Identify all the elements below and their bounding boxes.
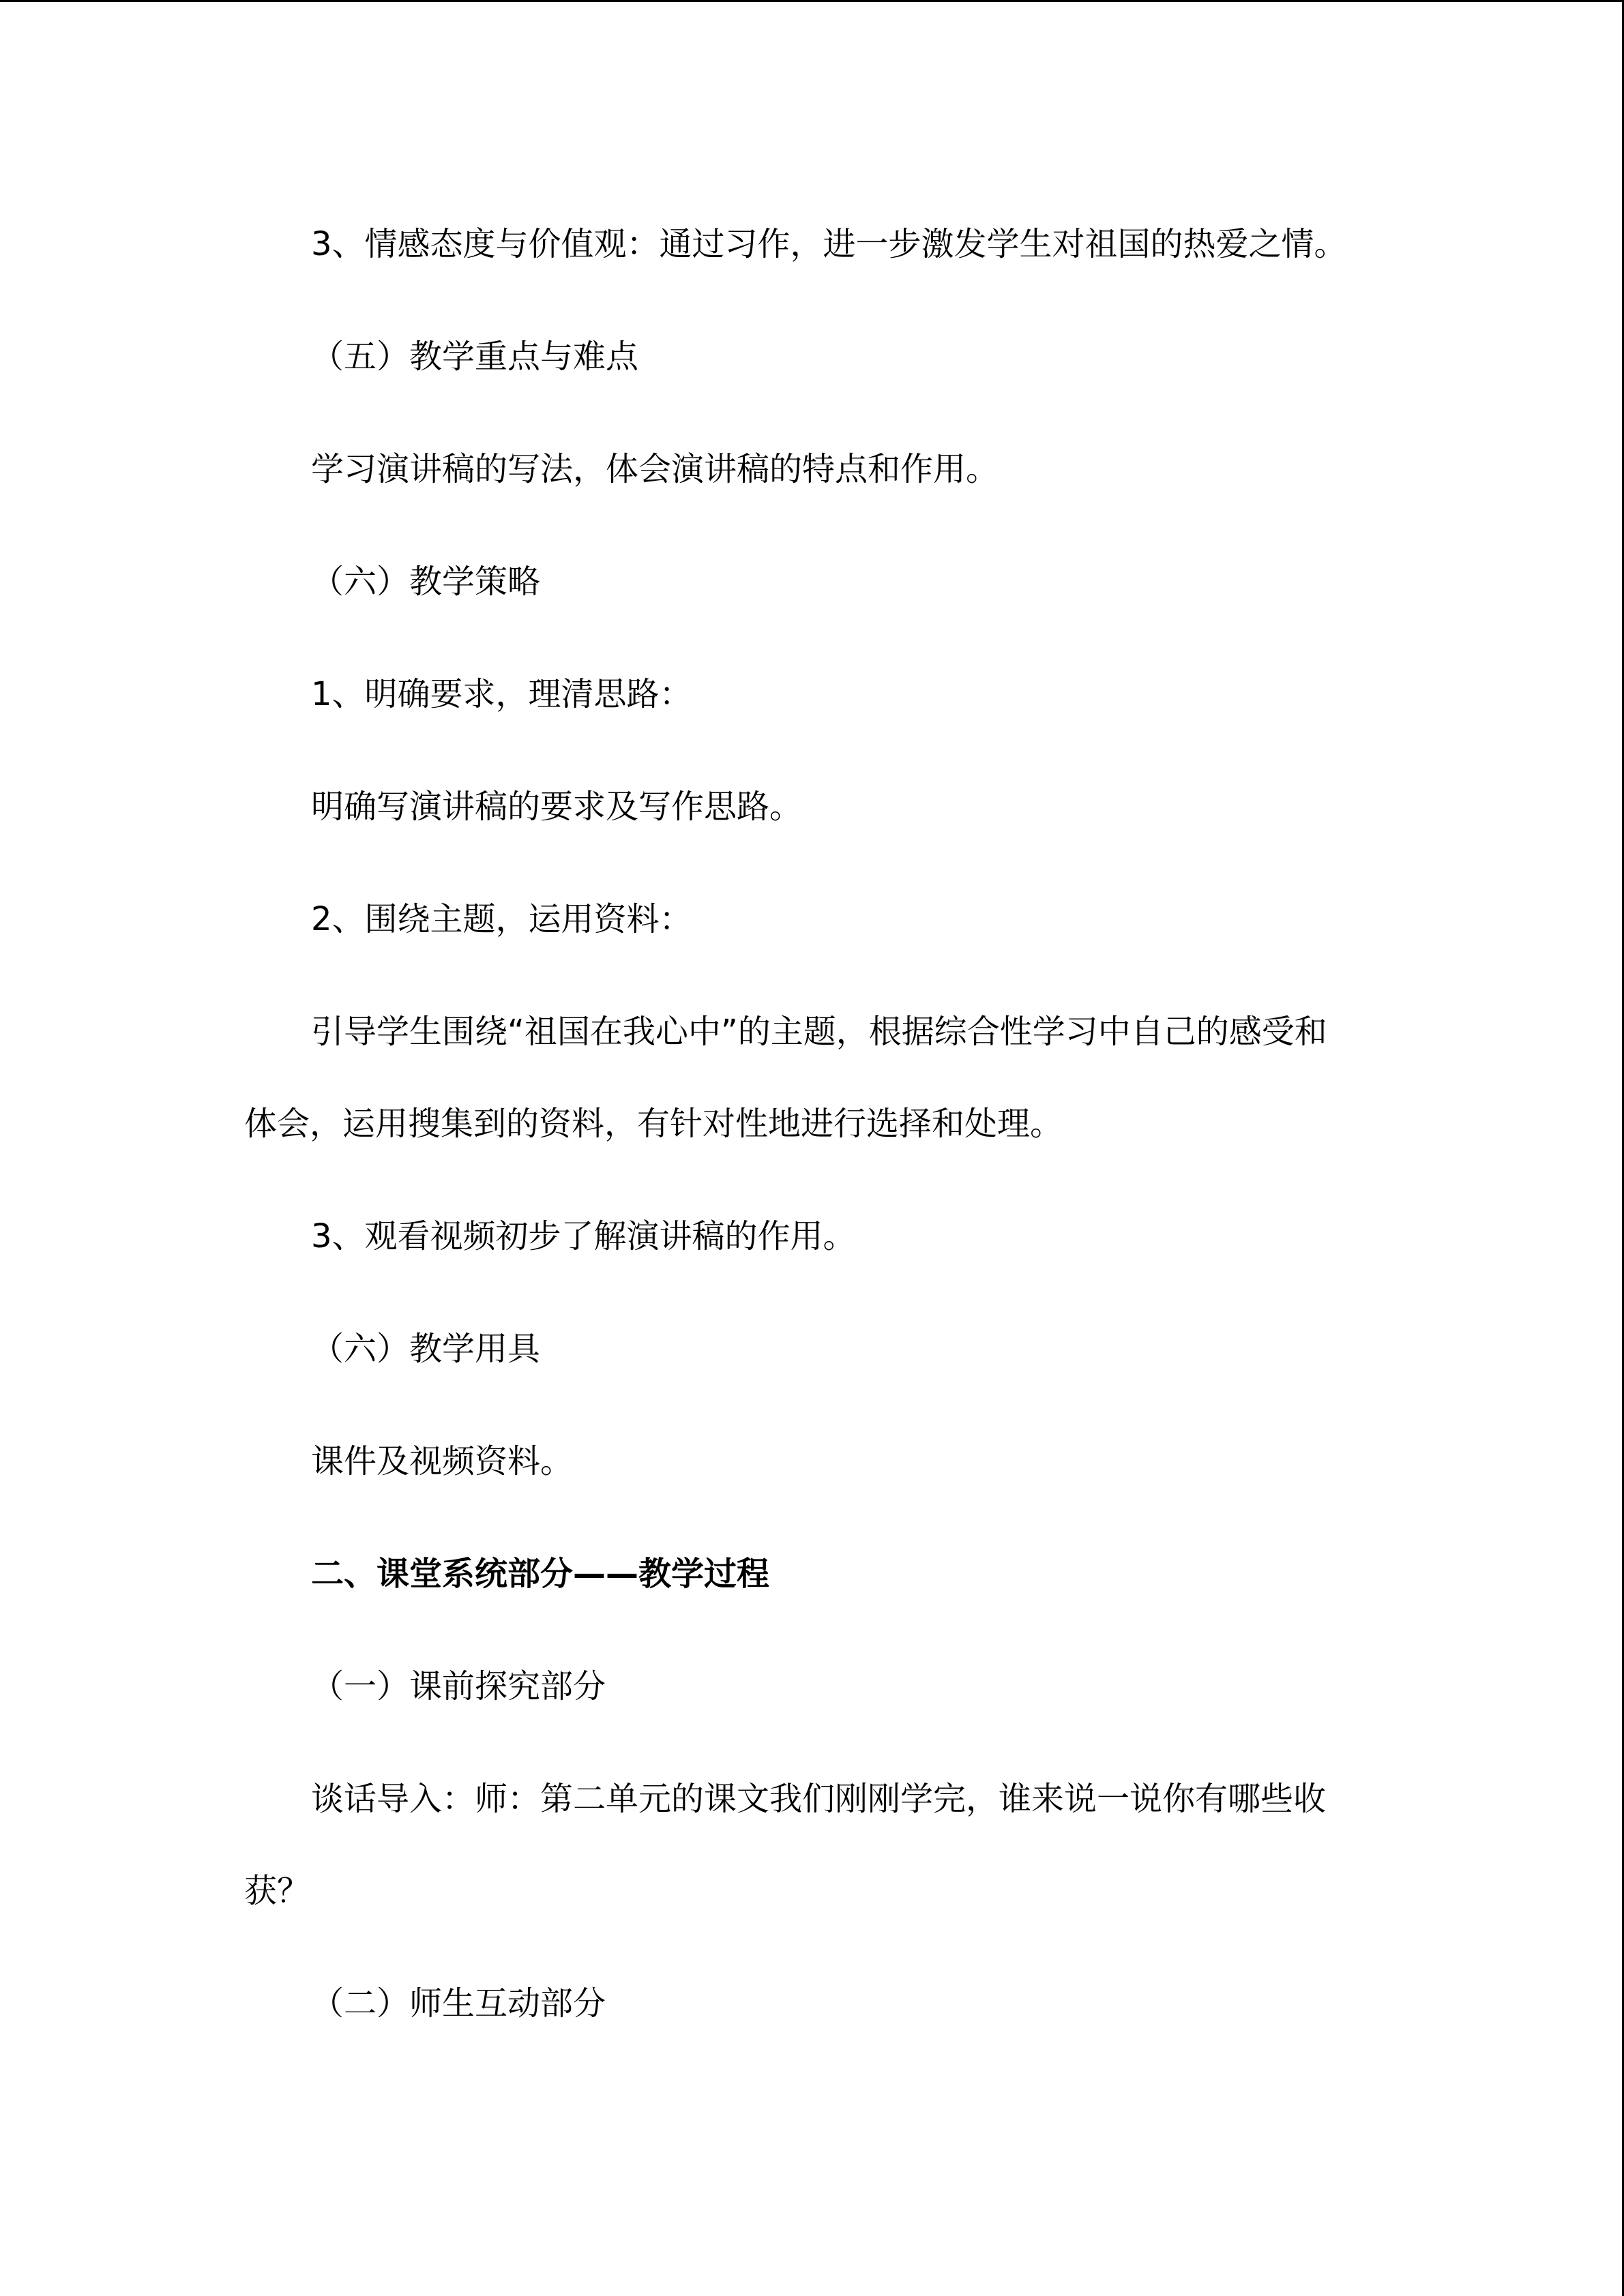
paragraph-introduction-line2: 获？ <box>244 1872 310 1910</box>
strategy-item-2-title: 2、围绕主题，运用资料： <box>311 900 692 938</box>
paragraph-introduction-line1: 谈话导入：师：第二单元的课文我们刚刚学完，谁来说一说你有哪些收 <box>311 1780 1327 1818</box>
paragraph-teaching-tools: 课件及视频资料。 <box>311 1442 574 1480</box>
strategy-item-2-body-line2: 体会，运用搜集到的资料，有针对性地进行选择和处理。 <box>244 1105 1063 1143</box>
strategy-item-1-body: 明确写演讲稿的要求及写作思路。 <box>311 788 803 826</box>
heading-pre-class-exploration: （一）课前探究部分 <box>311 1667 606 1705</box>
heading-teaching-tools: （六）教学用具 <box>311 1330 541 1368</box>
paragraph-emotional-goal: 3、情感态度与价值观：通过习作，进一步激发学生对祖国的热爱之情。 <box>311 225 1347 263</box>
strategy-item-1-title: 1、明确要求，理清思路： <box>311 675 692 713</box>
paragraph-key-points: 学习演讲稿的写法，体会演讲稿的特点和作用。 <box>311 450 999 488</box>
heading-key-points: （五）教学重点与难点 <box>311 338 639 376</box>
strategy-item-2-body-line1: 引导学生围绕“祖国在我心中”的主题，根据综合性学习中自己的感受和 <box>311 1013 1327 1051</box>
heading-teacher-student-interaction: （二）师生互动部分 <box>311 1984 606 2023</box>
heading-teaching-strategy: （六）教学策略 <box>311 563 541 601</box>
strategy-item-3: 3、观看视频初步了解演讲稿的作用。 <box>311 1217 856 1255</box>
section-heading-teaching-process: 二、课堂系统部分——教学过程 <box>311 1555 770 1593</box>
